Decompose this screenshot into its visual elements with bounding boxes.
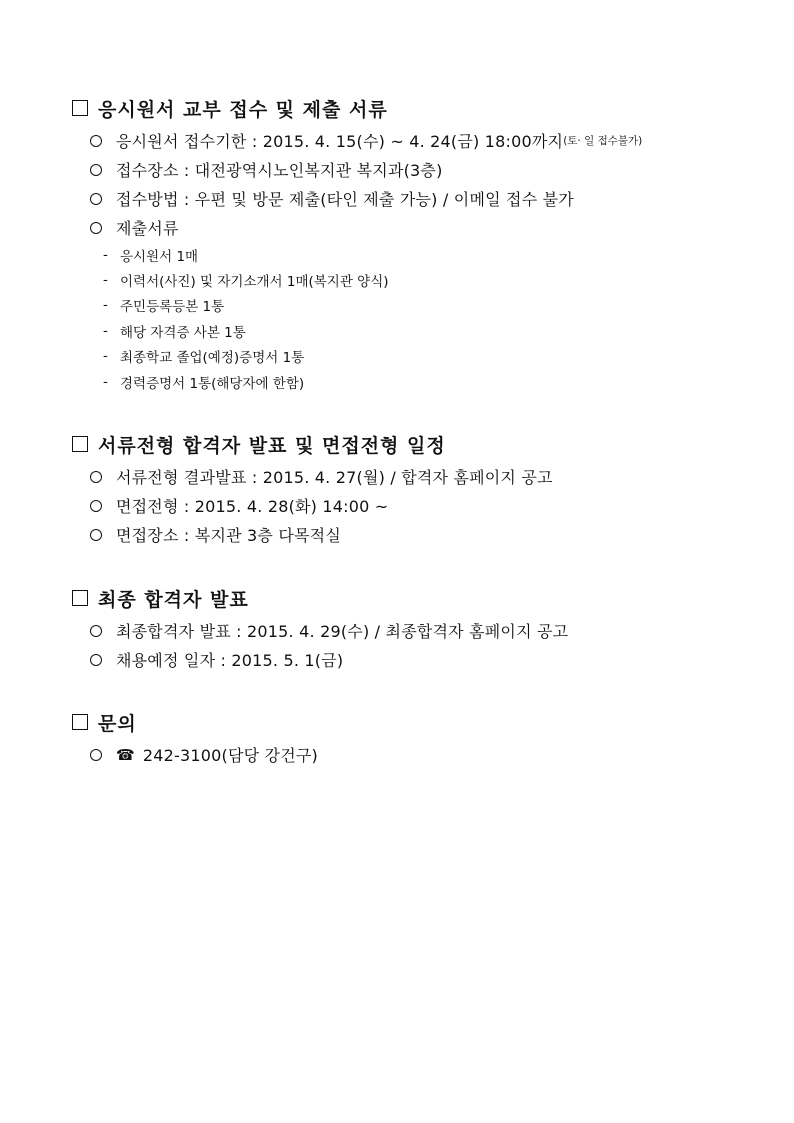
circle-bullet-icon <box>90 529 102 541</box>
list-item <box>90 740 752 769</box>
item-text: 채용예정 일자 : 2015. 5. 1(금) <box>116 651 344 670</box>
list-item <box>90 645 752 674</box>
list-item <box>90 155 752 184</box>
section-title-text: 문의 <box>98 712 137 735</box>
section-title <box>72 94 752 122</box>
section-screening-schedule <box>72 430 752 549</box>
circle-bullet-icon <box>90 654 102 666</box>
checkbox-icon <box>72 590 88 606</box>
section-title <box>72 430 752 458</box>
checkbox-icon <box>72 100 88 116</box>
list-item <box>90 462 752 491</box>
item-text: 제출서류 <box>116 219 179 238</box>
subitem-text: 응시원서 1매 <box>120 248 199 265</box>
sub-list-item <box>103 267 752 292</box>
subitem-text: 최종학교 졸업(예정)증명서 1통 <box>120 350 305 367</box>
sub-list-item <box>103 344 752 369</box>
list-item <box>90 126 752 155</box>
section-title <box>72 584 752 612</box>
subitem-text: 주민등록등본 1통 <box>120 299 225 316</box>
sub-list-item <box>103 242 752 267</box>
section-title-text: 최종 합격자 발표 <box>98 588 249 611</box>
circle-bullet-icon <box>90 193 102 205</box>
item-text: 최종합격자 발표 : 2015. 4. 29(수) / 최종합격자 홈페이지 공고 <box>116 622 569 641</box>
item-note: (토· 일 접수불가) <box>563 135 643 147</box>
sub-list-item <box>103 293 752 318</box>
circle-bullet-icon <box>90 164 102 176</box>
circle-bullet-icon <box>90 222 102 234</box>
item-text: 서류전형 결과발표 : 2015. 4. 27(월) / 합격자 홈페이지 공고 <box>116 468 553 487</box>
checkbox-icon <box>72 714 88 730</box>
checkbox-icon <box>72 436 88 452</box>
subitem-text: 이력서(사진) 및 자기소개서 1매(복지관 양식) <box>120 274 389 291</box>
list-item <box>90 616 752 645</box>
subitem-text: 경력증명서 1통(해당자에 한함) <box>120 375 305 392</box>
item-text: 응시원서 접수기한 : 2015. 4. 15(수) ~ 4. 24(금) 18:00까지 <box>116 132 564 151</box>
section-title-text: 서류전형 합격자 발표 및 면접전형 일정 <box>98 434 446 457</box>
dash-bullet: - <box>103 246 108 263</box>
dash-bullet: - <box>103 297 108 314</box>
circle-bullet-icon <box>90 749 102 761</box>
list-item <box>90 520 752 549</box>
list-item <box>90 491 752 520</box>
dash-bullet: - <box>103 373 108 390</box>
dash-bullet: - <box>103 272 108 289</box>
circle-bullet-icon <box>90 135 102 147</box>
section-final-result <box>72 584 752 674</box>
dash-bullet: - <box>103 348 108 365</box>
item-text: 242-3100(담당 강건구) <box>142 746 318 765</box>
phone-icon: ☎ <box>116 745 135 764</box>
sub-list-item <box>103 369 752 394</box>
item-text: 접수장소 : 대전광역시노인복지관 복지과(3층) <box>116 161 443 180</box>
dash-bullet: - <box>103 322 108 339</box>
subitem-text: 해당 자격증 사본 1통 <box>120 324 246 341</box>
item-text: 면접장소 : 복지관 3층 다목적실 <box>116 526 341 545</box>
section-title <box>72 708 752 736</box>
item-text: 면접전형 : 2015. 4. 28(화) 14:00 ~ <box>116 497 389 516</box>
section-title-text: 응시원서 교부 접수 및 제출 서류 <box>98 98 388 121</box>
sub-list-item <box>103 318 752 343</box>
list-item <box>90 213 752 242</box>
circle-bullet-icon <box>90 625 102 637</box>
circle-bullet-icon <box>90 500 102 512</box>
list-item <box>90 184 752 213</box>
section-application <box>72 94 752 394</box>
section-inquiry <box>72 708 752 769</box>
circle-bullet-icon <box>90 471 102 483</box>
item-text: 접수방법 : 우편 및 방문 제출(타인 제출 가능) / 이메일 접수 불가 <box>116 190 574 209</box>
